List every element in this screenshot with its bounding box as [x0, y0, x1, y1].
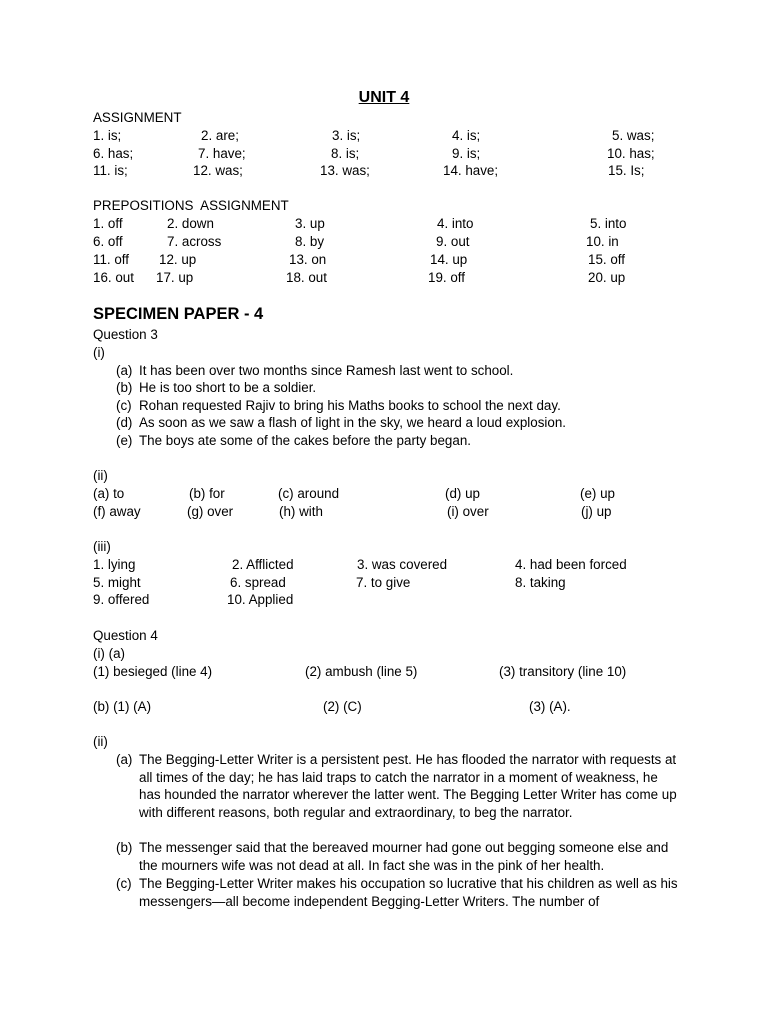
q3-i-item-text: The boys ate some of the cakes before the party began. — [139, 433, 471, 448]
q3-ii-cell: (c) around — [278, 486, 340, 501]
q4-i-b-cell: (2) (C) — [323, 699, 362, 714]
prepositions-cell: 19. off — [428, 270, 465, 285]
q3-iii-cell: 8. taking — [515, 575, 566, 590]
q3-ii-cell: (i) over — [447, 504, 489, 519]
assignment-cell: 1. is; — [93, 128, 122, 143]
prepositions-cell: 1. off — [93, 216, 123, 231]
assignment-cell: 10. has; — [607, 146, 655, 161]
q3-part-i-label: (i) — [93, 345, 105, 360]
assignment-cell: 5. was; — [612, 128, 655, 143]
q4-ii-item-text: The Begging-Letter Writer makes his occupation so lucrative that his children as well as his messengers—all become independent Begging-Letter Writers. The number of — [139, 876, 678, 909]
prepositions-cell: 11. off — [93, 252, 129, 267]
q3-iii-cell: 2. Afflicted — [232, 557, 294, 572]
q3-iii-cell: 5. might — [93, 575, 141, 590]
prepositions-cell: 2. down — [167, 216, 214, 231]
q4-i-b-cell: (b) (1) (A) — [93, 699, 152, 714]
q3-ii-cell: (b) for — [189, 486, 225, 501]
assignment-cell: 3. is; — [332, 128, 361, 143]
q3-ii-cell: (e) up — [580, 486, 615, 501]
prepositions-cell: 5. into — [590, 216, 627, 231]
assignment-cell: 2. are; — [201, 128, 239, 143]
q4-part-i-label: (i) (a) — [93, 646, 125, 661]
q3-part-ii-label: (ii) — [93, 468, 108, 483]
unit-title-text: UNIT 4 — [358, 89, 410, 106]
q3-i-item-label: (d) — [116, 415, 133, 430]
prepositions-cell: 3. up — [295, 216, 325, 231]
q3-i-item-label: (c) — [116, 398, 132, 413]
q4-part-ii-label: (ii) — [93, 734, 108, 749]
prepositions-cell: 9. out — [436, 234, 470, 249]
q4-i-a-cell: (1) besieged (line 4) — [93, 664, 213, 679]
prepositions-cell: 8. by — [295, 234, 325, 249]
q3-iii-cell: 4. had been forced — [515, 557, 627, 572]
q3-iii-cell: 7. to give — [356, 575, 411, 590]
assignment-cell: 9. is; — [452, 146, 481, 161]
q3-ii-cell: (g) over — [187, 504, 234, 519]
prepositions-cell: 13. on — [289, 252, 327, 267]
unit-title — [0, 88, 768, 108]
assignment-cell: 8. is; — [331, 146, 360, 161]
q3-i-item-text: It has been over two months since Ramesh last went to school. — [139, 363, 514, 378]
assignment-cell: 13. was; — [320, 163, 370, 178]
q3-i-item-text: As soon as we saw a flash of light in the sky, we heard a loud explosion. — [139, 415, 567, 430]
q4-ii-item-text: The messenger said that the bereaved mourner had gone out begging someone else and the mourners wife was not dead at all. In fact she was in the pink of her health. — [139, 840, 669, 873]
q4-ii-item-label: (a) — [116, 752, 133, 767]
q3-i-item-text: He is too short to be a soldier. — [139, 380, 317, 395]
prepositions-cell: 6. off — [93, 234, 123, 249]
assignment-cell: 11. is; — [93, 163, 128, 178]
assignment-heading: ASSIGNMENT — [93, 110, 182, 125]
q3-iii-cell: 1. lying — [93, 557, 136, 572]
prepositions-cell: 20. up — [588, 270, 626, 285]
q3-iii-cell: 3. was covered — [357, 557, 448, 572]
question-4-label: Question 4 — [93, 628, 158, 643]
assignment-cell: 6. has; — [93, 146, 134, 161]
specimen-heading: SPECIMEN PAPER - 4 — [93, 305, 264, 323]
q3-i-item-label: (b) — [116, 380, 133, 395]
question-3-label: Question 3 — [93, 327, 158, 342]
assignment-cell: 15. Is; — [608, 163, 645, 178]
q3-ii-cell: (a) to — [93, 486, 125, 501]
prepositions-cell: 12. up — [159, 252, 197, 267]
prepositions-heading: PREPOSITIONS ASSIGNMENT — [93, 198, 289, 213]
q3-i-item-label: (e) — [116, 433, 133, 448]
q3-iii-cell: 10. Applied — [227, 592, 294, 607]
q3-ii-cell: (h) with — [279, 504, 323, 519]
q3-iii-cell: 9. offered — [93, 592, 150, 607]
q3-part-iii-label: (iii) — [93, 539, 111, 554]
q3-iii-cell: 6. spread — [230, 575, 286, 590]
assignment-cell: 14. have; — [443, 163, 499, 178]
q4-ii-item-text: The Begging-Letter Writer is a persistent pest. He has flooded the narrator with requests at all times of the day; he has laid traps to catch the narrator in a moment of weakness, he has hounded the narrator wherever the latter went. The Begging Letter Writer has come up with different reasons, both regular and extraordinary, to beg the narrator. — [139, 752, 677, 820]
q3-i-item-label: (a) — [116, 363, 133, 378]
assignment-cell: 4. is; — [452, 128, 481, 143]
q3-ii-cell: (j) up — [581, 504, 612, 519]
prepositions-cell: 17. up — [156, 270, 194, 285]
prepositions-cell: 15. off — [588, 252, 625, 267]
q3-i-item-text: Rohan requested Rajiv to bring his Maths books to school the next day. — [139, 398, 561, 413]
q3-ii-cell: (d) up — [445, 486, 480, 501]
assignment-cell: 7. have; — [198, 146, 246, 161]
prepositions-cell: 7. across — [167, 234, 222, 249]
q4-i-b-cell: (3) (A). — [529, 699, 571, 714]
assignment-cell: 12. was; — [193, 163, 243, 178]
q4-ii-item-label: (b) — [116, 840, 133, 855]
prepositions-cell: 10. in — [586, 234, 619, 249]
prepositions-cell: 16. out — [93, 270, 134, 285]
prepositions-cell: 4. into — [437, 216, 474, 231]
q4-i-a-cell: (3) transitory (line 10) — [499, 664, 627, 679]
q4-ii-item-label: (c) — [116, 876, 132, 891]
prepositions-cell: 14. up — [430, 252, 468, 267]
q3-ii-cell: (f) away — [93, 504, 141, 519]
q4-i-a-cell: (2) ambush (line 5) — [305, 664, 418, 679]
prepositions-cell: 18. out — [286, 270, 327, 285]
